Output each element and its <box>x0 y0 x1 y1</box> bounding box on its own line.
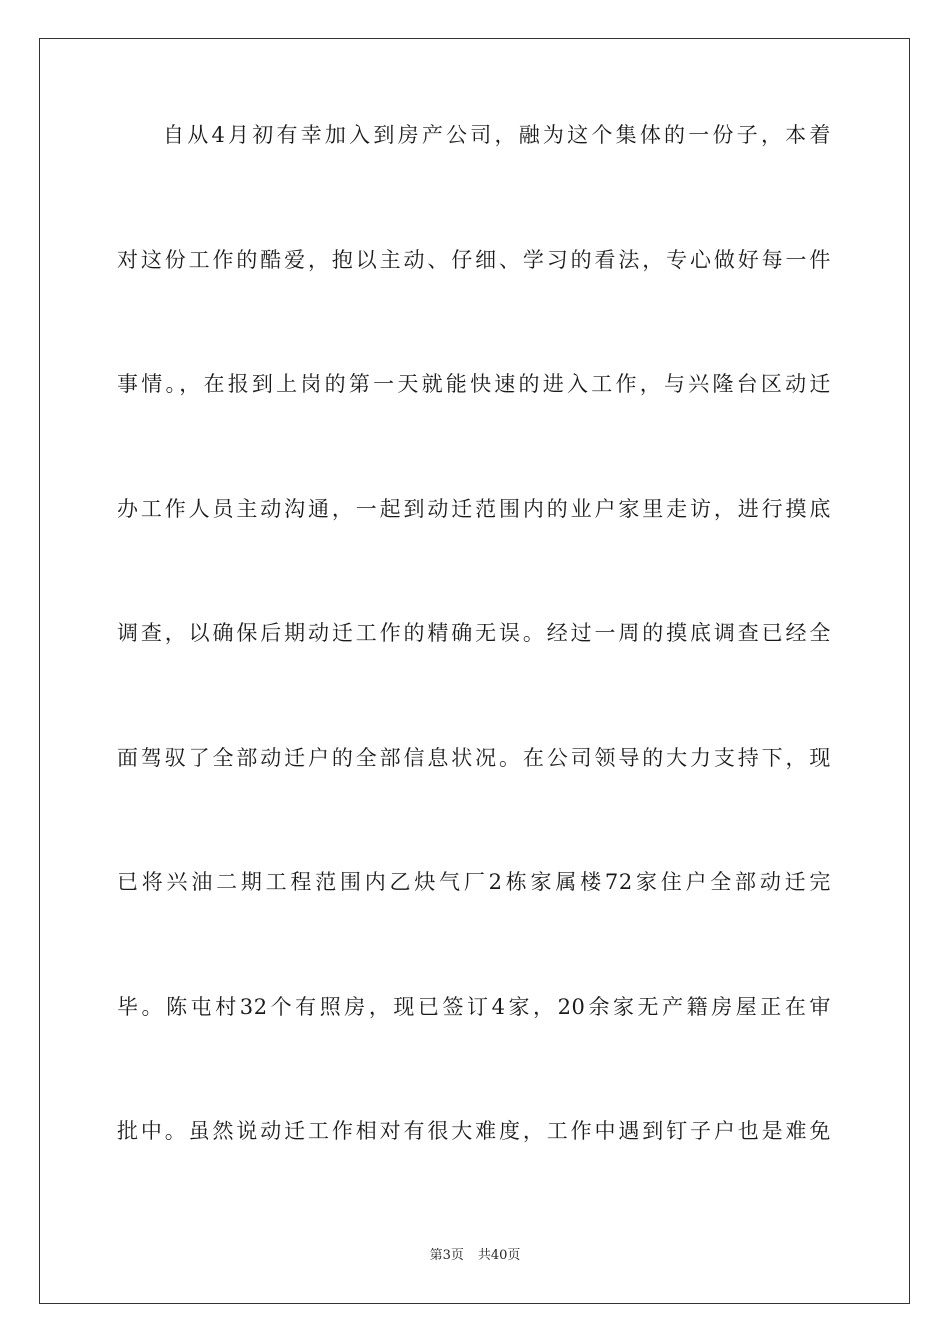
paragraph-line-3: 事情。，在报到上岗的第一天就能快速的进入工作，与兴隆台区动迁 <box>117 372 831 396</box>
paragraph-line-8: 毕。陈屯村32个有照房，现已签订4家，20余家无产籍房屋正在审 <box>117 994 831 1019</box>
paragraph-line-2: 对这份工作的酷爱，抱以主动、仔细、学习的看法，专心做好每一件 <box>117 247 831 272</box>
page-footer <box>0 1247 950 1265</box>
document-body <box>117 120 831 1241</box>
paragraph-line-1: 自从4月初有幸加入到房产公司，融为这个集体的一份子，本着 <box>163 123 831 147</box>
paragraph-line-9: 批中。虽然说动迁工作相对有很大难度，工作中遇到钉子户也是难免 <box>117 1119 831 1143</box>
paragraph-line-7: 已将兴油二期工程范围内乙炔气厂2栋家属楼72家住户全部动迁完 <box>117 870 831 894</box>
paragraph-line-4: 办工作人员主动沟通，一起到动迁范围内的业户家里走访，进行摸底 <box>117 496 831 521</box>
page-number-total: 共40页 <box>477 1248 521 1263</box>
paragraph-line-5: 调查，以确保后期动迁工作的精确无误。经过一周的摸底调查已经全 <box>117 621 831 645</box>
page-number-current: 第3页 <box>429 1248 464 1263</box>
paragraph-line-6: 面驾驭了全部动迁户的全部信息状况。在公司领导的大力支持下，现 <box>117 745 831 770</box>
